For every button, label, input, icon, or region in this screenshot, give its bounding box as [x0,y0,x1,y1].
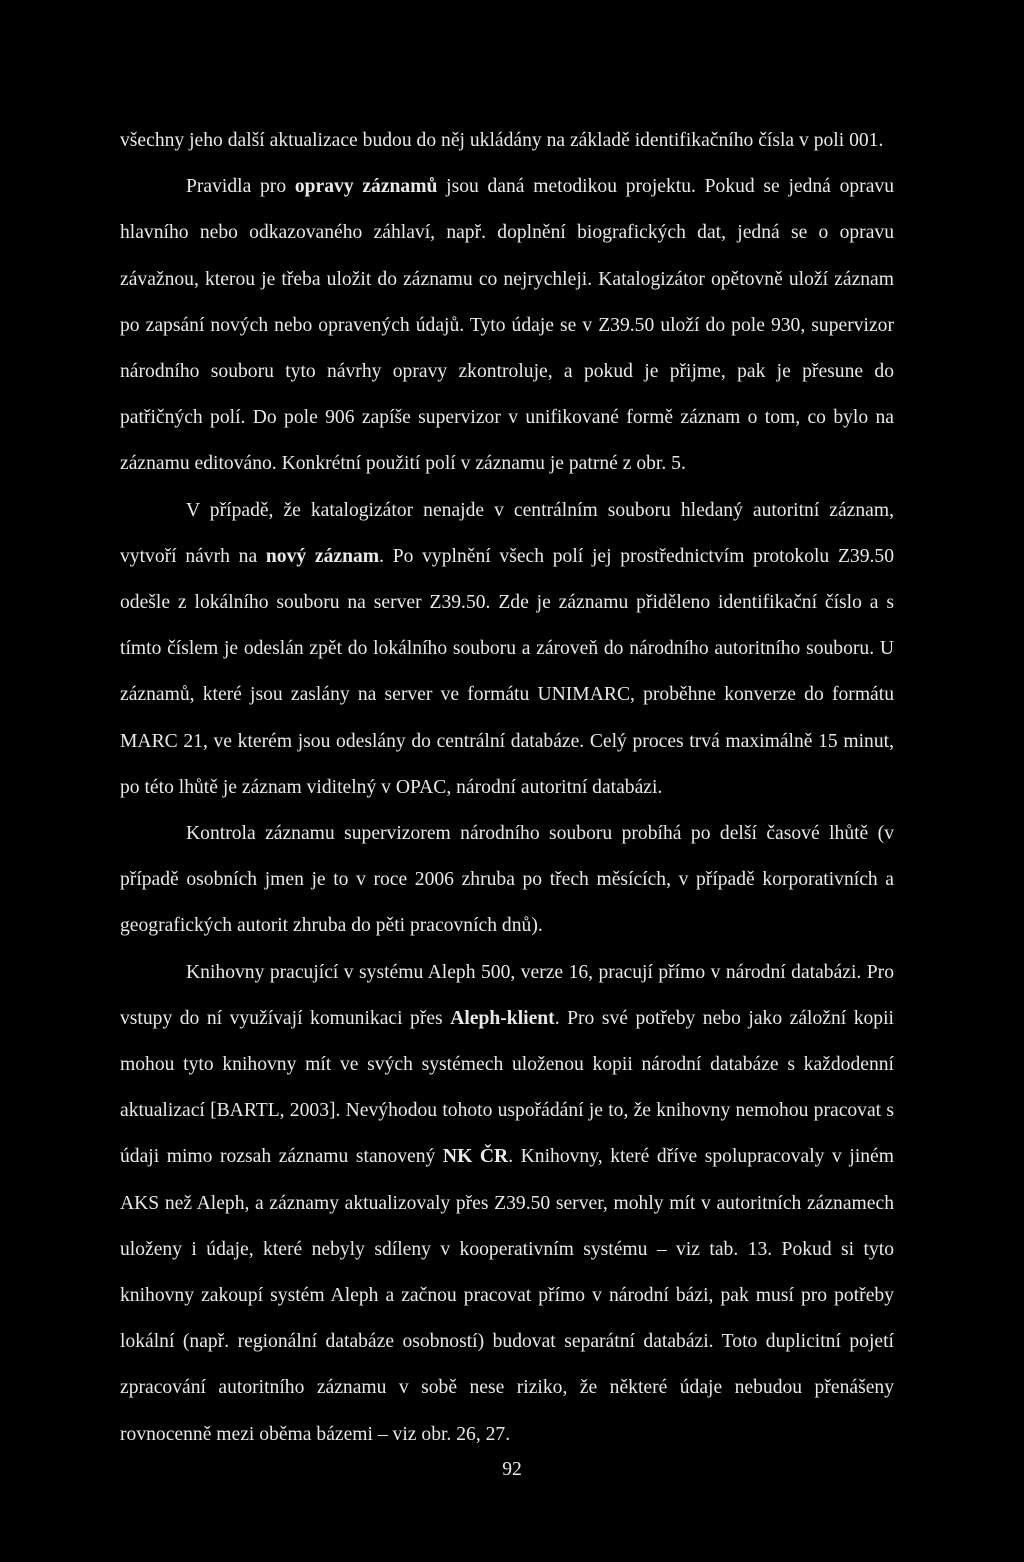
page-number: 92 [502,1459,522,1480]
paragraph-5 [120,950,894,1458]
paragraph-2 [120,164,894,487]
paragraph-3-bold-novy-zaznam: nový záznam [265,545,380,567]
paragraph-1-text: všechny jeho další aktualizace budou do něj ukládány na základě identifikačního čísla v poli 001. [120,130,884,151]
paragraph-5-run-5: . Knihovny, které dříve spolupracovaly v jiném AKS než Aleph, a záznamy aktualizovaly přes Z39.50 server, mohly mít v autoritních záznamech uloženy i údaje, které nebyly sdíleny v kooperativním systému – viz tab. 13. Pokud si tyto knihovny zakoupí systém Aleph a začnou pracovat přímo v národní bázi, pak musí pro potřeby lokální (např. regionální databáze osobností) budovat separátní databázi. Toto duplicitní pojetí zpracování autoritního záznamu v sobě nese riziko, že některé údaje nebudou přenášeny rovnocenně mezi oběma bázemi – viz obr. 26, 27. [120,1146,894,1445]
paragraph-2-run-3: jsou daná metodikou projektu. Pokud se jedná opravu hlavního nebo odkazovaného záhlaví, např. doplnění biografických dat, jedná se o opravu závažnou, kterou je třeba uložit do záznamu co nejrychleji. Katalogizátor opětovně uloží záznam po zapsání nových nebo opravených údajů. Tyto údaje se v Z39.50 uloží do pole 930, supervizor národního souboru tyto návrhy opravy zkontroluje, a pokud je přijme, pak je přesune do patřičných polí. Do pole 906 zapíše supervizor v unifikované formě záznam o tom, co bylo na záznamu editováno. Konkrétní použití polí v záznamu je patrné z obr. 5. [120,176,894,475]
paragraph-3-run-1: V případě, že katalogizátor nenajde v centrálním souboru hledaný autoritní záznam, vytvoří návrh na [120,499,894,567]
paragraph-1 [120,118,894,164]
paragraph-3-run-3: . Po vyplnění všech polí jej prostřednictvím protokolu Z39.50 odešle z lokálního souboru na server Z39.50. Zde je záznamu přiděleno identifikační číslo a s tímto číslem je odeslán zpět do lokálního souboru a zároveň do národního autoritního souboru. U záznamů, které jsou zaslány na server ve formátu UNIMARC, proběhne konverze do formátu MARC 21, ve kterém jsou odeslány do centrální databáze. Celý proces trvá maximálně 15 minut, po této lhůtě je záznam viditelný v OPAC, národní autoritní databázi. [120,545,894,798]
paragraph-5-bold-aleph-klient: Aleph-klient [450,1007,555,1029]
paragraph-4-text: Kontrola záznamu supervizorem národního souboru probíhá po delší časové lhůtě (v případě osobních jmen je to v roce 2006 zhruba po třech měsících, v případě korporativních a geografických autorit zhruba do pěti pracovních dnů). [120,823,894,937]
paragraph-3 [120,488,894,811]
paragraph-2-run-1: Pravidla pro [186,176,295,198]
page-body [120,118,894,1458]
paragraph-5-run-1: Knihovny pracující v systému Aleph 500, verze 16, pracují přímo v národní databázi. Pro vstupy do ní využívají komunikaci přes [120,961,894,1029]
paragraph-5-bold-nk-cr: NK ČR [442,1146,509,1168]
paragraph-2-bold-opravy-zaznamu: opravy záznamů [294,176,438,198]
paragraph-5-run-3: . Pro své potřeby nebo jako záložní kopii mohou tyto knihovny mít ve svých systémech uloženou kopii národní databáze s každodenní aktualizací [BARTL, 2003]. Nevýhodou tohoto uspořádání je to, že knihovny nemohou pracovat s údaji mimo rozsah záznamu stanovený [120,1007,894,1168]
paragraph-4 [120,811,894,950]
